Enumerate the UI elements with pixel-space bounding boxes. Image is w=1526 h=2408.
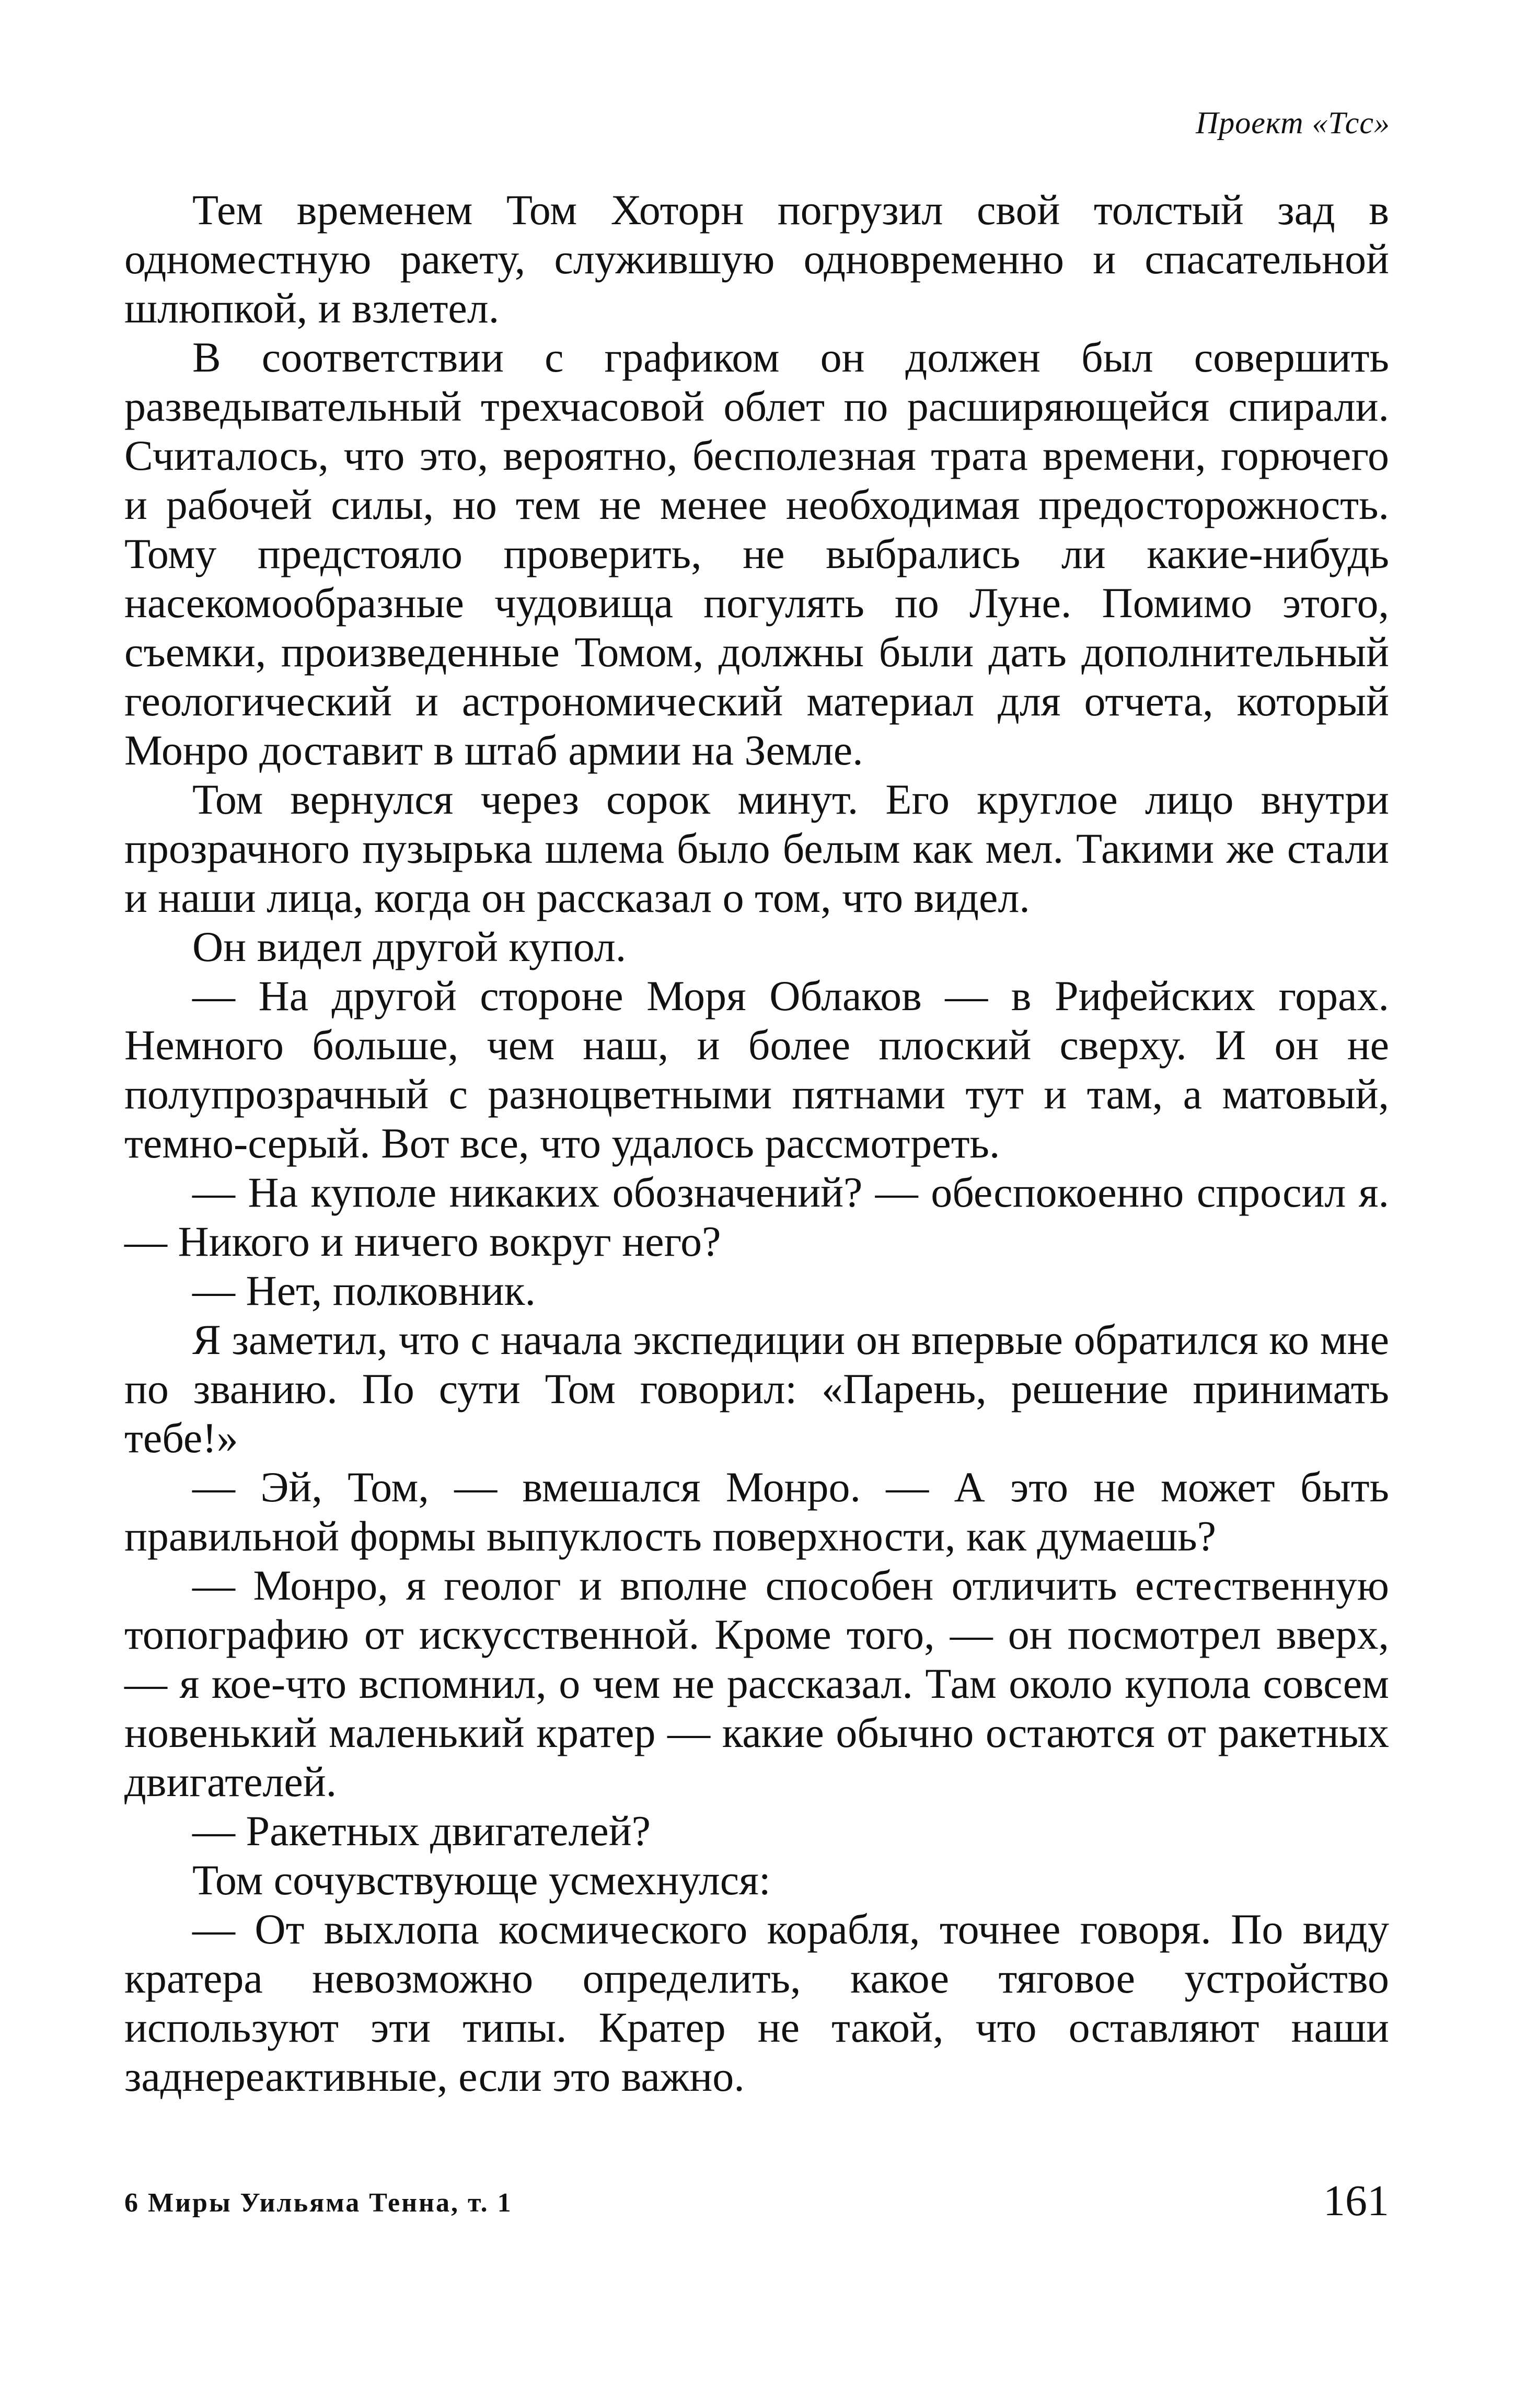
page-number: 161 <box>1323 2177 1389 2225</box>
paragraph: — От выхлопа космического корабля, точнее говоря. По виду кратера невозможно определить, какое тяговое устройство используют эти типы. Кратер не такой, что оставляют наши заднереактивные, если это важно. <box>124 1905 1389 2100</box>
paragraph: Том сочувствующе усмехнулся: <box>192 1856 771 1904</box>
paragraph: — Монро, я геолог и вполне способен отличить естественную топографию от искусственной. Кроме того, — он посмотрел вверх, — я кое-что вспомнил, о чем не рассказал. Там около купола совсем новенький маленький кратер — какие обычно остаются от ракетных двигателей. <box>124 1561 1389 1805</box>
body-text <box>124 186 1389 2101</box>
paragraph: Он видел другой купол. <box>192 923 627 970</box>
paragraph: — На другой стороне Моря Облаков — в Рифейских горах. Немного больше, чем наш, и более плоский сверху. И он не полупрозрачный с разноцветными пятнами тут и там, а матовый, темно-серый. Вот все, что удалось рассмотреть. <box>124 972 1389 1167</box>
paragraph: — На куполе никаких обозначений? — обеспокоенно спросил я. — Никого и ничего вокруг него? <box>124 1168 1389 1265</box>
paragraph: Я заметил, что с начала экспедиции он впервые обратился ко мне по званию. По сути Том говорил: «Парень, решение принимать тебе!» <box>124 1316 1389 1462</box>
paragraph: — Нет, полковник. <box>192 1267 536 1314</box>
paragraph: — Ракетных двигателей? <box>192 1807 651 1855</box>
signature-mark: 6 Миры Уильяма Тенна, т. 1 <box>124 2188 513 2218</box>
paragraph: Тем временем Том Хоторн погрузил свой толстый зад в одноместную ракету, служившую одновременно и спасательной шлюпкой, и взлетел. <box>124 186 1389 332</box>
paragraph: В соответствии с графиком он должен был совершить разведывательный трехчасовой облет по расширяющейся спирали. Считалось, что это, вероятно, бесполезная трата времени, горючего и рабочей силы, но тем не менее необходимая предосторожность. Тому предстояло проверить, не выбрались ли какие-нибудь насекомообразные чудовища погулять по Луне. Помимо этого, съемки, произведенные Томом, должны были дать дополнительный геологический и астрономический материал для отчета, который Монро доставит в штаб армии на Земле. <box>124 333 1389 774</box>
paragraph: Том вернулся через сорок минут. Его круглое лицо внутри прозрачного пузырька шлема было белым как мел. Такими же стали и наши лица, когда он рассказал о том, что видел. <box>124 775 1389 921</box>
paragraph: — Эй, Том, — вмешался Монро. — А это не может быть правильной формы выпуклость поверхности, как думаешь? <box>124 1463 1389 1560</box>
running-title: Проект «Тсс» <box>1195 106 1390 140</box>
